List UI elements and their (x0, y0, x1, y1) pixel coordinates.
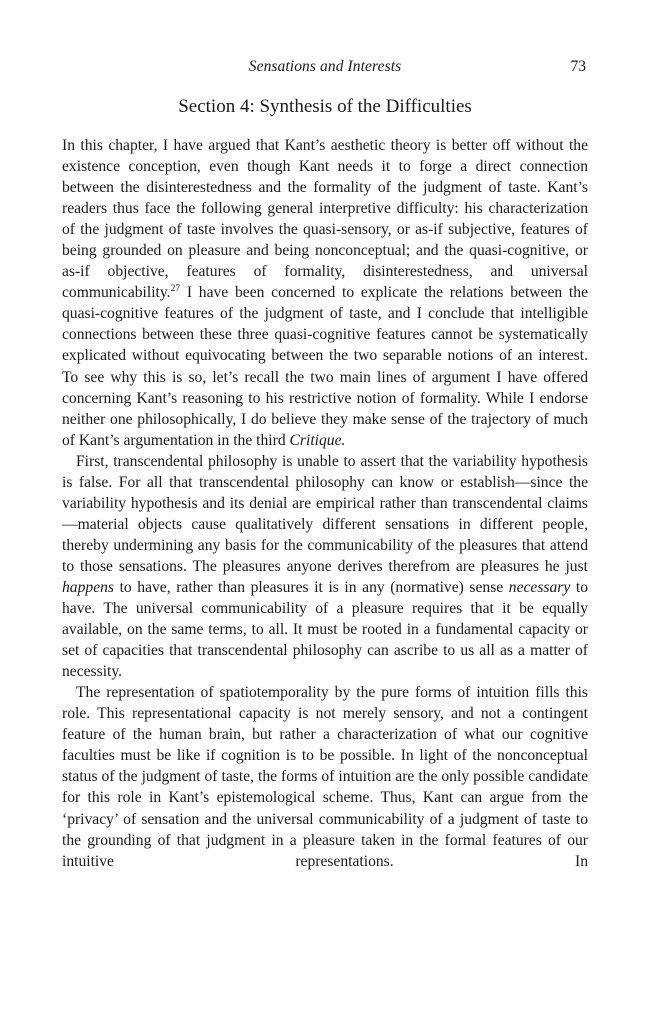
paragraph-1-text-a: In this chapter, I have argued that Kant’s aesthetic theory is better off without the existence conception, even though Kant needs it to forge a direct connection between the disinterestedness and the formality of the judgment of taste. Kant’s readers thus face the following general interpretive difficulty: his characterization of the judgment of taste involves the quasi-sensory, or as-if subjective, features of being grounded on pleasure and being nonconceptual; and the quasi-cognitive, or as-if objective, features of formality, disinterestedness, and universal communicability. (62, 137, 588, 302)
emphasis-necessary: necessary (508, 578, 571, 596)
running-head-title: Sensations and Interests (248, 58, 402, 75)
paragraph-2-text-b: to have, rather than pleasures it is in any (normative) sense (113, 578, 509, 596)
paragraph-3-text: The representation of spatiotemporality by the pure forms of intuition fills this role. This representational capacity is not merely sensory, and not a contingent feature of the human brain, but rather a characterization of what our cognitive faculties must be like if cognition is to be possible. In light of the nonconceptual status of the judgment of taste, the forms of intuition are the only possible candidate for this role in Kant’s epistemological scheme. Thus, Kant can argue from the ‘privacy’ of sensation and the universal communicability of a judgment of taste to the grounding of that judgment in a pleasure taken in the formal features of our intuitive representations. In (62, 684, 588, 870)
paragraph-1 (62, 135, 588, 451)
emphasis-happens: happens (62, 578, 114, 596)
paragraph-2-text-c: to have. The universal communicability of a pleasure requires that it be equally available, on the same terms, to all. It must be rooted in a fundamental capacity or set of capacities that transcendental philosophy can ascribe to us all as a matter of necessity. (62, 578, 588, 681)
body-text (62, 135, 588, 872)
footnote-reference[interactable]: 27 (170, 284, 181, 295)
section-title: Section 4: Synthesis of the Difficulties (178, 96, 472, 117)
paragraph-1-text-b: I have been concerned to explicate the relations between the quasi-cognitive features of the judgment of taste, and I conclude that intelligible connections between these three quasi-cognitive features cannot be systematically explicated without equivocating between the two separable notions of an interest. To see why this is so, let’s recall the two main lines of argument I have offered concerning Kant’s reasoning to his restrictive notion of formality. While I endorse neither one philosophically, I do believe they make sense of the trajectory of much of Kant’s argumentation in the third (62, 284, 588, 449)
paragraph-3 (62, 682, 588, 871)
page-number: 73 (570, 58, 586, 75)
running-head (62, 58, 588, 78)
paragraph-2 (62, 451, 588, 683)
paragraph-2-text-a: First, transcendental philosophy is unable to assert that the variability hypothesis is false. For all that transcendental philosophy can know or establish—since the variability hypothesis and its denial are empirical rather than transcendental claims—material objects cause qualitatively different sensations in different people, thereby undermining any basis for the communicability of the pleasures that attend to those sensations. The pleasures anyone derives therefrom are pleasures he just (62, 452, 588, 575)
work-title-italic: Critique. (289, 431, 346, 449)
